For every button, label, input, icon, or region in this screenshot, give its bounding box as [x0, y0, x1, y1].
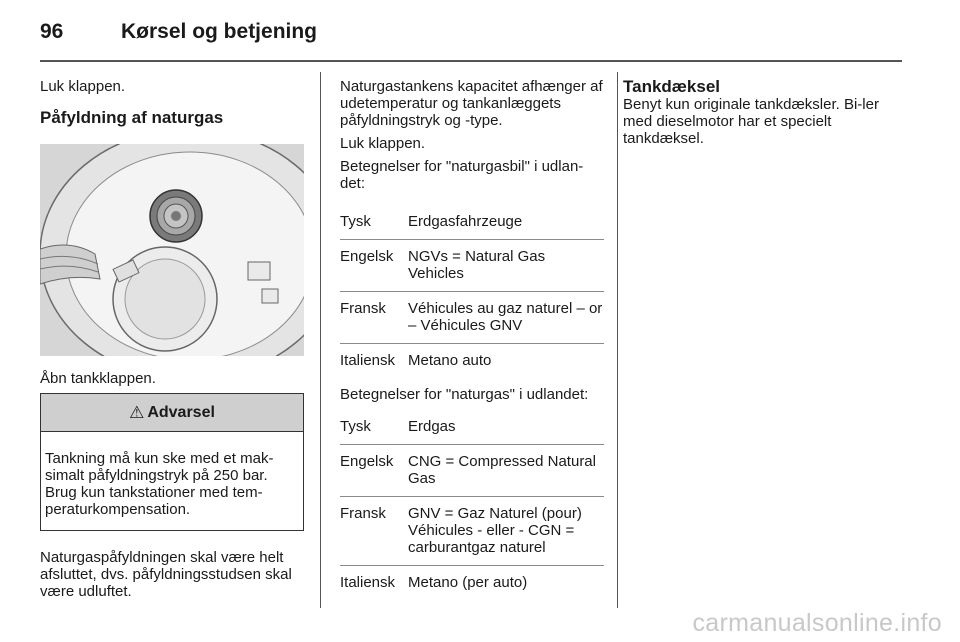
paragraph: Naturgaspåfyldningen skal være helt afsluttet, dvs. påfyldningsstudsen skal være udluftet.: [40, 549, 292, 600]
warning-title: Advarsel: [147, 404, 215, 421]
column-divider-2: [617, 72, 618, 608]
column-1: [40, 78, 304, 606]
warning-box: [40, 393, 304, 531]
term-cell: Erdgas: [408, 418, 456, 435]
terms-table-gas: [340, 409, 604, 600]
term-cell: CNG = Compressed Natural Gas: [408, 453, 596, 487]
paragraph: Betegnelser for "naturgasbil" i udlan-det:: [340, 158, 584, 192]
paragraph: Benyt kun originale tankdæksler. Bi-ler med dieselmotor har et specielt tankdæksel.: [623, 96, 879, 147]
language-cell: Engelsk: [340, 453, 394, 470]
paragraph: Luk klappen.: [40, 78, 126, 95]
language-cell: Italiensk: [340, 352, 396, 369]
fuel-filler-illustration: [40, 144, 304, 356]
language-cell: Engelsk: [340, 248, 394, 265]
language-cell: Tysk: [340, 213, 371, 230]
column-3: [623, 78, 901, 153]
section-heading: Påfyldning af naturgas: [40, 108, 224, 127]
term-cell: Véhicules au gaz naturel – or – Véhicules GNV: [408, 300, 603, 334]
term-cell: Erdgasfahrzeuge: [408, 213, 523, 230]
page-title: Kørsel og betjening: [121, 20, 318, 43]
paragraph: Betegnelser for "naturgas" i udlandet:: [340, 386, 589, 403]
table-row: [340, 565, 604, 600]
warning-triangle-icon: ⚠: [129, 403, 145, 422]
table-row: [340, 496, 604, 565]
language-cell: Fransk: [340, 505, 386, 522]
watermark: carmanualsonline.info: [692, 609, 942, 637]
table-row: [340, 343, 604, 378]
language-cell: Tysk: [340, 418, 371, 435]
table-row: [340, 409, 604, 444]
terms-table-vehicle: [340, 204, 604, 378]
warning-header: [41, 394, 303, 432]
warning-text: Tankning må kun ske med et mak-simalt påfyldningstryk på 250 bar. Brug kun tankstationer med tem-peraturkompensation.: [45, 450, 274, 518]
paragraph: Naturgastankens kapacitet afhænger af udetemperatur og tankanlæggets påfyldningstryk og -type.: [340, 78, 603, 129]
term-cell: Metano (per auto): [408, 574, 528, 591]
header-divider: [40, 60, 902, 62]
term-cell: Metano auto: [408, 352, 492, 369]
paragraph: Luk klappen.: [340, 135, 426, 152]
section-heading: Tankdæksel: [623, 77, 721, 96]
language-cell: Fransk: [340, 300, 386, 317]
term-cell: GNV = Gaz Naturel (pour) Véhicules - eller - CGN = carburantgaz naturel: [408, 505, 582, 556]
table-row: [340, 444, 604, 496]
column-2: [340, 78, 604, 608]
table-row: [340, 204, 604, 239]
image-caption: Åbn tankklappen.: [40, 370, 156, 387]
table-row: [340, 239, 604, 291]
table-row: [340, 291, 604, 343]
language-cell: Italiensk: [340, 574, 396, 591]
column-divider-1: [320, 72, 321, 608]
term-cell: NGVs = Natural Gas Vehicles: [408, 248, 546, 282]
page-header: [40, 20, 920, 60]
page-number: 96: [40, 20, 64, 43]
